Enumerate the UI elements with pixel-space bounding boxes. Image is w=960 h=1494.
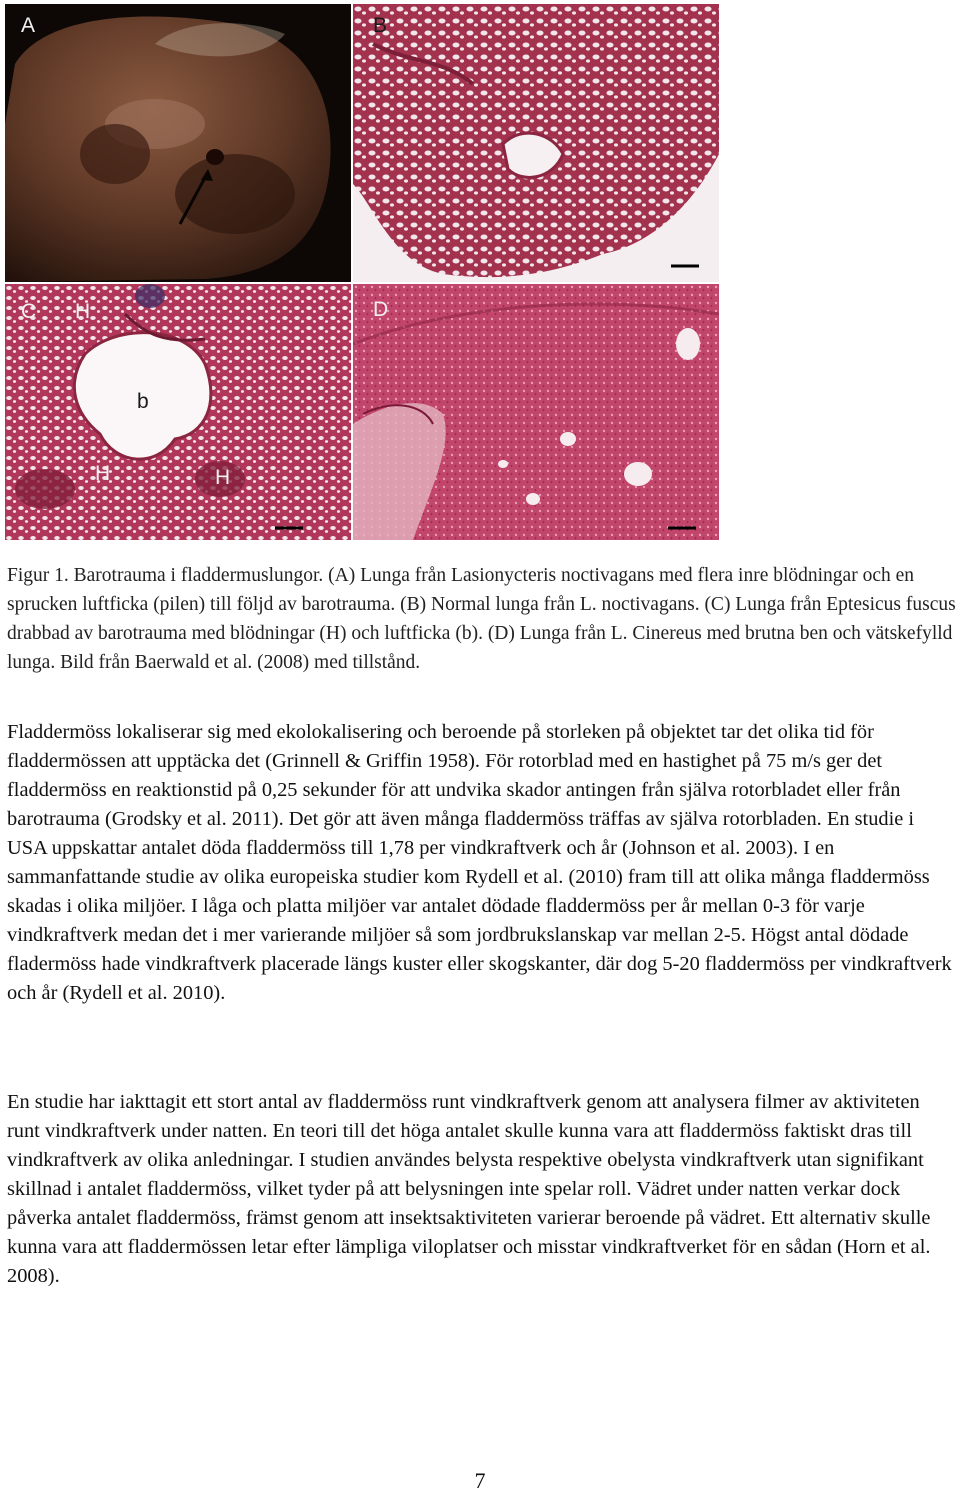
panel-label-b: B bbox=[373, 14, 388, 37]
panel-a-lung-photo bbox=[5, 4, 351, 282]
body-paragraph: En studie har iakttagit ett stort antal av fladdermöss runt vindkraftverk genom att analysera filmer av aktiviteten runt vindkraftverk under natten. En teori till det höga antalet skulle kunna vara att fladdermöss faktiskt dras till vindkraftverk av olika anledningar. I studien användes belysta respektive obelysta vindkraftverk utan signifikant skillnad i antalet fladdermöss, vilket tyder på att belysningen inte spelar roll. Vädret under natten verkar dock påverka antalet fladdermöss, främst genom att insektsaktiviteten varierar beroende på vädret. Ett alternativ skulle kunna vara att fladdermössen letar efter lämpliga viloplatser och misstar vindkraftverket för en sådan (Horn et al. 2008). bbox=[7, 1091, 931, 1287]
hemorrhage-label: H bbox=[95, 462, 111, 485]
panel-c-histology bbox=[5, 284, 351, 540]
panel-label-a: A bbox=[21, 14, 36, 37]
body-paragraph: Fladdermöss lokaliserar sig med ekolokalisering och beroende på storleken på objektet tar det olika tid för fladdermössen att upptäcka det (Grinnell & Griffin 1958). För rotorblad med en hastighet på 75 m/s ger det fladdermöss en reaktionstid på 0,25 sekunder för att undvika skador antingen från själva rotorbladet eller från barotrauma (Grodsky et al. 2011). Det gör att även många fladdermöss träffas av själva rotorbladen. En studie i USA uppskattar antalet döda fladdermöss till 1,78 per vindkraftverk och år (Johnson et al. 2003). I en sammanfattande studie av olika europeiska studier kom Rydell et al. (2010) fram till att olika många fladdermöss skadas i olika miljöer. I låga och platta miljöer var antalet dödade fladdermöss per år mellan 0-3 för varje vindkraftverk medan det i mer varierande miljöer så som jordbrukslanskap var mellan 2-5. Högst antal dödade fladermöss hade vindkraftverk placerade längs kuster eller skogskanter, där dog 5-20 fladdermöss per vindkraftverk och år (Rydell et al. 2010). bbox=[7, 721, 952, 1004]
figure-caption: Figur 1. Barotrauma i fladdermuslungor. (A) Lunga från Lasionycteris noctivagans med flera inre blödningar och en sprucken luftficka (pilen) till följd av barotrauma. (B) Normal lunga från L. noctivagans. (C) Lunga från Eptesicus fuscus drabbad av barotrauma med blödningar (H) och luftficka (b). (D) Lunga från L. Cinereus med brutna ben och vätskefylld lunga. Bild från Baerwald et al. (2008) med tillstånd. bbox=[7, 565, 956, 673]
panel-label-d: D bbox=[373, 298, 389, 321]
panel-label-c: C bbox=[21, 300, 37, 323]
figure-barotrauma bbox=[5, 4, 719, 540]
bulla-label: b bbox=[137, 390, 149, 413]
page-number: 7 bbox=[474, 1468, 486, 1493]
hemorrhage-label: H bbox=[75, 300, 91, 323]
histology-image-d bbox=[353, 284, 719, 540]
histology-image-c bbox=[5, 284, 351, 540]
hemorrhage-label: H bbox=[215, 466, 231, 489]
lung-photo-image bbox=[5, 4, 351, 282]
panel-b-histology bbox=[353, 4, 719, 282]
histology-image-b bbox=[353, 4, 719, 282]
panel-d-histology bbox=[353, 284, 719, 540]
